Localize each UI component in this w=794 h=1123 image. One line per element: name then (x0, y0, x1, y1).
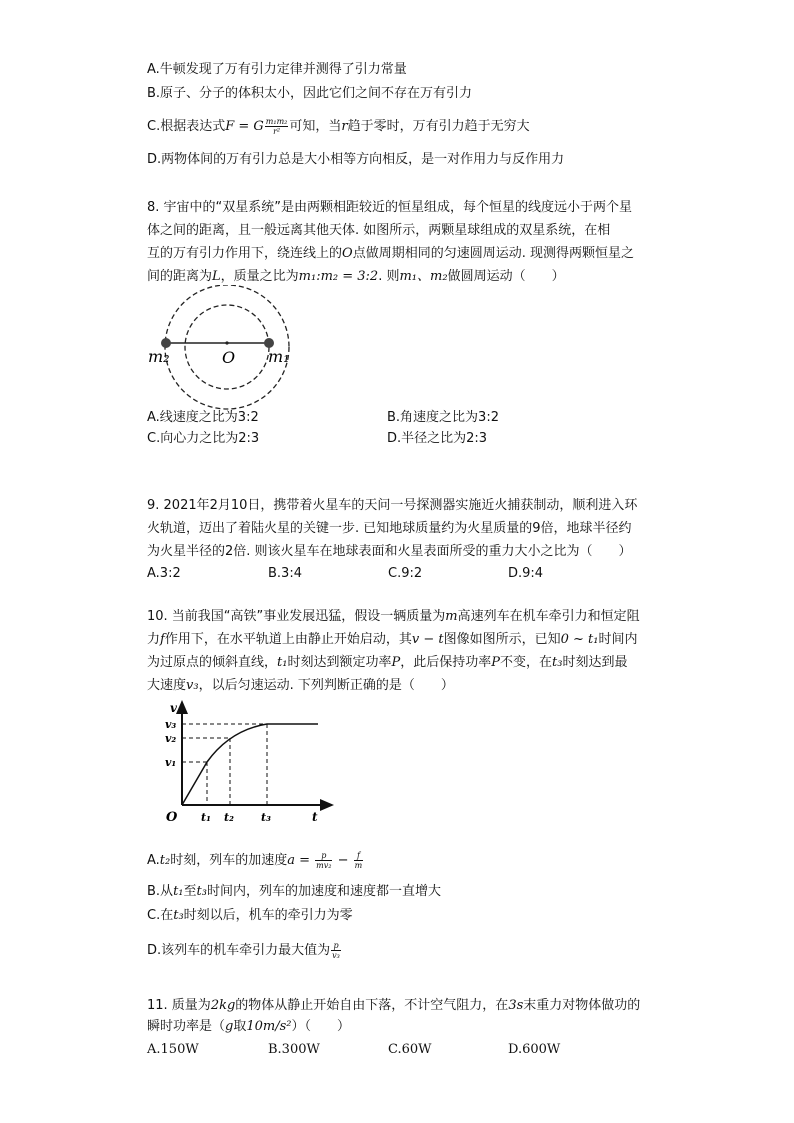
q11-option-b: B.300W (268, 1042, 320, 1057)
q10-stem-line1: 10. 当前我国“高铁”事业发展迅猛，假设一辆质量为m高速列车在机车牵引力和恒定阻 (147, 609, 640, 624)
label-o: O (222, 348, 236, 367)
q10-option-a: A.t₂时刻，列车的加速度a = $\frac{p}{\text{mv₂}}$ − $\frac{f}{m}$ (147, 851, 363, 870)
q11-stem-line1: 11. 质量为2kg的物体从静止开始自由下落，不计空气阻力，在3s末重力对物体做功的 (147, 998, 641, 1013)
power-fraction: $\frac{p}{\text{mv₂}}$ (316, 851, 332, 870)
origin-label: O (166, 810, 178, 825)
q10-option-b: B.从t₁至t₃时间内，列车的加速度和速度都一直增大 (147, 884, 441, 899)
tick-v3: v₃ (165, 718, 177, 731)
q9-stem-line1: 9. 2021年2月10日，携带着火星车的天问一号探测器实施近火捕获制动，顺利进入环 (147, 498, 638, 513)
q10-stem-line4: 大速度v₃，以后匀速运动. 下列判断正确的是（ ） (147, 678, 454, 693)
q10-stem-line2: 力f作用下，在水平轨道上由静止开始启动，其v − t图像如图所示，已知0 ~ t₁时间内 (147, 632, 638, 647)
tick-t1: t₁ (201, 811, 211, 824)
q7-option-b: B.原子、分子的体积太小，因此它们之间不存在万有引力 (147, 86, 473, 101)
label-m1: m₁ (268, 347, 290, 366)
q10-option-d: D.该列车的机车牵引力最大值为 $\frac{p}{\text{v₃}}$ (147, 941, 340, 960)
q11-stem-line2: 瞬时功率是（g取10m/s²）（ ） (147, 1019, 351, 1034)
axis-label-t: t (312, 810, 318, 824)
gravity-fraction: $\frac{\text{m₁m₂}}{\text{r²}}$ (265, 117, 288, 136)
q7-option-c: C.根据表达式F = G $\frac{\text{m₁m₂}}{\text{r²}}$ 可知，当r趋于零时，万有引力趋于无穷大 (147, 117, 530, 136)
q9-option-a: A.3:2 (147, 566, 181, 581)
max-force-fraction: $\frac{p}{\text{v₃}}$ (332, 941, 340, 960)
q8-stem-line3: 互的万有引力作用下，绕连线上的O点做周期相同的匀速圆周运动. 现测得两颗恒星之 (147, 246, 634, 261)
double-star-diagram (140, 285, 310, 410)
vt-curve (182, 724, 318, 805)
q9-stem-line2: 火轨道，迈出了着陆火星的关键一步. 已知地球质量约为火星质量的9倍，地球半径约 (147, 521, 632, 536)
inner-orbit (185, 305, 269, 389)
tick-v1: v₁ (165, 756, 177, 769)
q7-option-a: A.牛顿发现了万有引力定律并测得了引力常量 (147, 62, 407, 77)
label-m2: m₂ (148, 347, 170, 366)
q10-stem-line3: 为过原点的倾斜直线，t₁时刻达到额定功率P，此后保持功率P不变，在t₃时刻达到最 (147, 655, 628, 670)
resistance-fraction: $\frac{f}{m}$ (354, 851, 363, 870)
q11-option-a: A.150W (147, 1042, 199, 1057)
axis-label-v: v (170, 701, 177, 715)
q7-option-d: D.两物体间的万有引力总是大小相等方向相反，是一对作用力与反作用力 (147, 152, 565, 167)
tick-t2: t₂ (224, 811, 234, 824)
q8-option-b: B.角速度之比为3:2 (387, 410, 499, 425)
q11-option-c: C.60W (388, 1042, 432, 1057)
q9-option-d: D.9:4 (508, 566, 544, 581)
q8-option-d: D.半径之比为2:3 (387, 431, 488, 446)
q8-option-c: C.向心力之比为2:3 (147, 431, 260, 446)
q9-option-b: B.3:4 (268, 566, 302, 581)
q8-option-a: A.线速度之比为3:2 (147, 410, 259, 425)
q8-stem-line1: 8. 宇宙中的“双星系统”是由两颗相距较近的恒星组成，每个恒星的线度远小于两个星 (147, 200, 633, 215)
tick-t3: t₃ (261, 811, 271, 824)
q11-option-d: D.600W (508, 1042, 561, 1057)
vt-graph (160, 700, 340, 825)
center-o (225, 341, 228, 344)
q9-stem-line3: 为火星半径的2倍. 则该火星车在地球表面和火星表面所受的重力大小之比为（ ） (147, 544, 632, 559)
q8-stem-line4: 间的距离为L，质量之比为m₁:m₂ = 3:2. 则m₁、m₂做圆周运动（ ） (147, 269, 565, 284)
q8-stem-line2: 体之间的距离，且一般远离其他天体. 如图所示，两颗星球组成的双星系统，在相 (147, 223, 611, 238)
tick-v2: v₂ (165, 732, 177, 745)
q9-option-c: C.9:2 (388, 566, 423, 581)
q10-option-c: C.在t₃时刻以后，机车的牵引力为零 (147, 908, 353, 923)
